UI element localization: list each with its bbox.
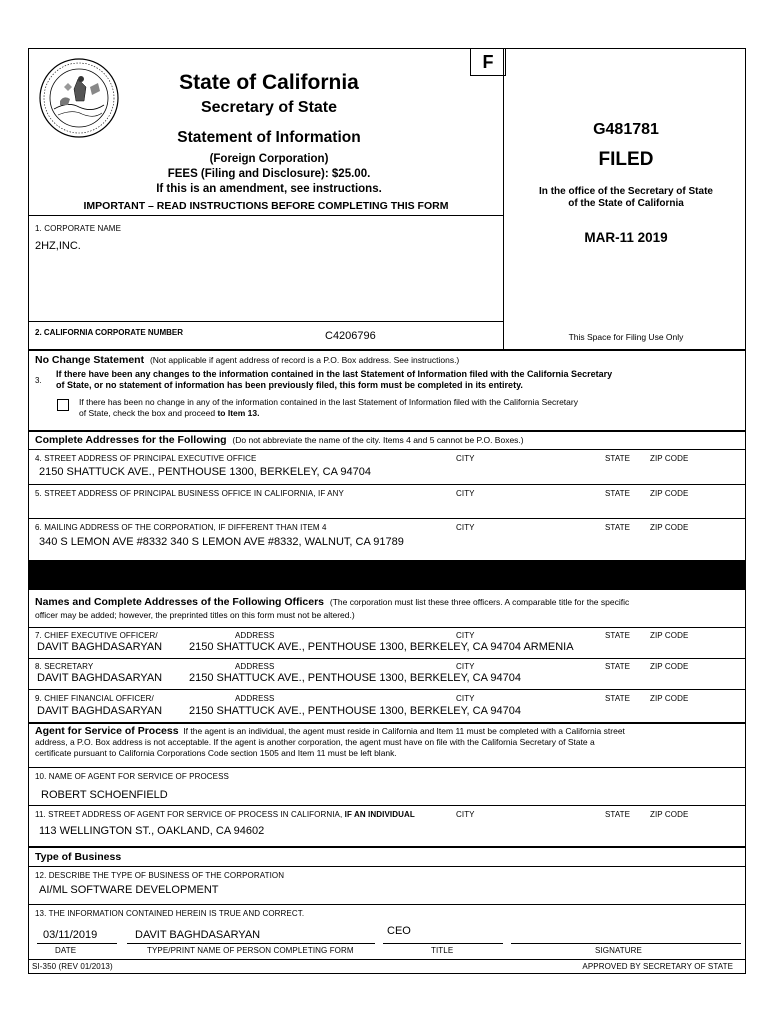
item4-zip-label: ZIP CODE xyxy=(650,454,689,463)
item7-address-label: ADDRESS xyxy=(235,631,275,640)
item7-state-label: STATE xyxy=(605,631,631,640)
item11-city-label: CITY xyxy=(456,810,475,819)
rule-item12 xyxy=(29,866,745,867)
item5-label: 5. STREET ADDRESS OF PRINCIPAL BUSINESS OFFICE IN CALIFORNIA, IF ANY xyxy=(35,489,344,498)
officers-heading: Names and Complete Addresses of the Following Officers (The corporation must list these three officers. A comparable title for the specific xyxy=(35,596,630,608)
name-label: TYPE/PRINT NAME OF PERSON COMPLETING FORM xyxy=(147,946,354,955)
rule-item13 xyxy=(29,904,745,905)
item6-zip-label: ZIP CODE xyxy=(650,523,689,532)
item8-city-label: CITY xyxy=(456,662,475,671)
date-line xyxy=(37,943,117,944)
item11-state-label: STATE xyxy=(605,810,631,819)
item6-city-label: CITY xyxy=(456,523,475,532)
right-column-divider xyxy=(503,49,504,350)
item9-label: 9. CHIEF FINANCIAL OFFICER/ xyxy=(35,694,154,703)
item7-label: 7. CHIEF EXECUTIVE OFFICER/ xyxy=(35,631,158,640)
rule-item10 xyxy=(29,767,745,768)
state-title: State of California xyxy=(179,71,359,94)
item9-zip-label: ZIP CODE xyxy=(650,694,689,703)
rule-item9 xyxy=(29,689,745,690)
ceo-address-field[interactable]: 2150 SHATTUCK AVE., PENTHOUSE 1300, BERKELEY, CA 94704 ARMENIA xyxy=(189,641,574,653)
agent-name-field[interactable]: ROBERT SCHOENFIELD xyxy=(41,789,168,801)
item2-label: 2. CALIFORNIA CORPORATE NUMBER xyxy=(35,328,183,337)
item9-state-label: STATE xyxy=(605,694,631,703)
business-heading: Type of Business xyxy=(35,851,122,863)
officers-note-line2: officer may be added; however, the preprinted titles on this form must not be altered.) xyxy=(35,610,355,620)
rule-nochange xyxy=(29,349,745,351)
title-label: TITLE xyxy=(431,946,454,955)
business-type-field[interactable]: AI/ML SOFTWARE DEVELOPMENT xyxy=(39,884,219,896)
filing-number: G481781 xyxy=(593,121,659,138)
amendment-text: If this is an amendment, see instructions. xyxy=(156,183,382,195)
redaction-bar xyxy=(29,560,745,590)
item13-label: 13. THE INFORMATION CONTAINED HEREIN IS TRUE AND CORRECT. xyxy=(35,909,305,918)
corporate-name-field[interactable]: 2HZ,INC. xyxy=(35,240,81,252)
item8-zip-label: ZIP CODE xyxy=(650,662,689,671)
item11-zip-label: ZIP CODE xyxy=(650,810,689,819)
item8-address-label: ADDRESS xyxy=(235,662,275,671)
item12-label: 12. DESCRIBE THE TYPE OF BUSINESS OF THE CORPORATION xyxy=(35,871,285,880)
rule-item6 xyxy=(29,518,745,519)
item5-state-label: STATE xyxy=(605,489,631,498)
fees-text: FEES (Filing and Disclosure): $25.00. xyxy=(167,168,371,180)
item8-state-label: STATE xyxy=(605,662,631,671)
rule-item4 xyxy=(29,449,745,450)
cert-title-field[interactable]: CEO xyxy=(387,925,411,937)
corp-type: (Foreign Corporation) xyxy=(209,153,329,165)
filing-date: MAR-11 2019 xyxy=(584,230,668,245)
nochange-check-text: If there has been no change in any of the information contained in the last Statement of Information filed with the California Secretary of State, check the box and proceed to Item 13. xyxy=(79,397,578,418)
item3-num: 3. xyxy=(35,376,42,385)
rule-footer xyxy=(29,959,745,960)
item1-label: 1. CORPORATE NAME xyxy=(35,224,122,233)
item7-zip-label: ZIP CODE xyxy=(650,631,689,640)
filed-stamp: FILED xyxy=(598,149,654,170)
item2-top-rule xyxy=(29,321,503,322)
name-line xyxy=(127,943,375,944)
approved-text: APPROVED BY SECRETARY OF STATE xyxy=(582,962,733,971)
corporate-number-field[interactable]: C4206796 xyxy=(325,330,376,342)
rule-item7 xyxy=(29,627,745,628)
item4-city-label: CITY xyxy=(456,454,475,463)
secretary-title: Secretary of State xyxy=(200,99,338,116)
form-frame xyxy=(28,48,746,974)
cert-date-field[interactable]: 03/11/2019 xyxy=(43,929,98,941)
rule-item5 xyxy=(29,484,745,485)
item10-label: 10. NAME OF AGENT FOR SERVICE OF PROCESS xyxy=(35,772,229,781)
cfo-address-field[interactable]: 2150 SHATTUCK AVE., PENTHOUSE 1300, BERKELEY, CA 94704 xyxy=(189,705,521,717)
item4-label: 4. STREET ADDRESS OF PRINCIPAL EXECUTIVE OFFICE xyxy=(35,454,257,463)
date-label: DATE xyxy=(55,946,77,955)
item4-state-label: STATE xyxy=(605,454,631,463)
ceo-name-field[interactable]: DAVIT BAGHDASARYAN xyxy=(37,641,163,653)
item5-city-label: CITY xyxy=(456,489,475,498)
cfo-name-field[interactable]: DAVIT BAGHDASARYAN xyxy=(37,705,163,717)
signature-label: SIGNATURE xyxy=(595,946,642,955)
rule-item8 xyxy=(29,658,745,659)
principal-office-field[interactable]: 2150 SHATTUCK AVE., PENTHOUSE 1300, BERKELEY, CA 94704 xyxy=(39,466,371,478)
item6-label: 6. MAILING ADDRESS OF THE CORPORATION, IF DIFFERENT THAN ITEM 4 xyxy=(35,523,327,532)
filing-space-note: This Space for Filing Use Only xyxy=(568,332,684,342)
important-text: IMPORTANT – READ INSTRUCTIONS BEFORE COMPLETING THIS FORM xyxy=(83,200,449,212)
form-letter: F xyxy=(470,48,506,76)
item8-label: 8. SECRETARY xyxy=(35,662,94,671)
nochange-heading: No Change Statement (Not applicable if agent address of record is a P.O. Box address. See instructions.) xyxy=(35,354,460,366)
rule-agent xyxy=(29,722,745,724)
mailing-address-field[interactable]: 340 S LEMON AVE #8332 340 S LEMON AVE #8332, WALNUT, CA 91789 xyxy=(39,536,404,548)
rule-addresses xyxy=(29,430,745,432)
item9-city-label: CITY xyxy=(456,694,475,703)
office-text: In the office of the Secretary of State of the State of California xyxy=(539,186,713,209)
agent-text: Agent for Service of Process If the agent is an individual, the agent must reside in California and Item 11 must be completed with a California street address, a P.O. Box address is not acceptable. If the agent is another corporation, the agent must have on file with the California Secretary of State a certificate pursuant to California Corporations Code section 1505 and Item 11 must be left blank. xyxy=(35,725,625,758)
statement-title: Statement of Information xyxy=(177,129,361,146)
nochange-bold-text: If there have been any changes to the information contained in the last Statement of Information filed with the California Secretary of State, or no statement of information has been previously filed, this form must be completed in its entirety. xyxy=(56,369,613,390)
secretary-address-field[interactable]: 2150 SHATTUCK AVE., PENTHOUSE 1300, BERKELEY, CA 94704 xyxy=(189,672,521,684)
california-seal-icon xyxy=(38,57,120,139)
item11-label: 11. STREET ADDRESS OF AGENT FOR SERVICE OF PROCESS IN CALIFORNIA, IF AN INDIVIDUAL xyxy=(35,810,415,819)
form-id: SI-350 (REV 01/2013) xyxy=(32,962,113,971)
rule-business xyxy=(29,846,745,848)
item7-city-label: CITY xyxy=(456,631,475,640)
agent-address-field[interactable]: 113 WELLINGTON ST., OAKLAND, CA 94602 xyxy=(39,825,265,837)
no-change-checkbox[interactable] xyxy=(57,399,69,411)
signature-line xyxy=(511,943,741,944)
secretary-name-field[interactable]: DAVIT BAGHDASARYAN xyxy=(37,672,163,684)
cert-name-field[interactable]: DAVIT BAGHDASARYAN xyxy=(135,929,261,941)
item9-address-label: ADDRESS xyxy=(235,694,275,703)
item5-zip-label: ZIP CODE xyxy=(650,489,689,498)
title-line xyxy=(383,943,503,944)
rule-item11 xyxy=(29,805,745,806)
item6-state-label: STATE xyxy=(605,523,631,532)
item1-top-rule xyxy=(29,215,503,216)
addresses-heading: Complete Addresses for the Following (Do not abbreviate the name of the city. Items 4 and 5 cannot be P.O. Boxes.) xyxy=(35,434,524,446)
